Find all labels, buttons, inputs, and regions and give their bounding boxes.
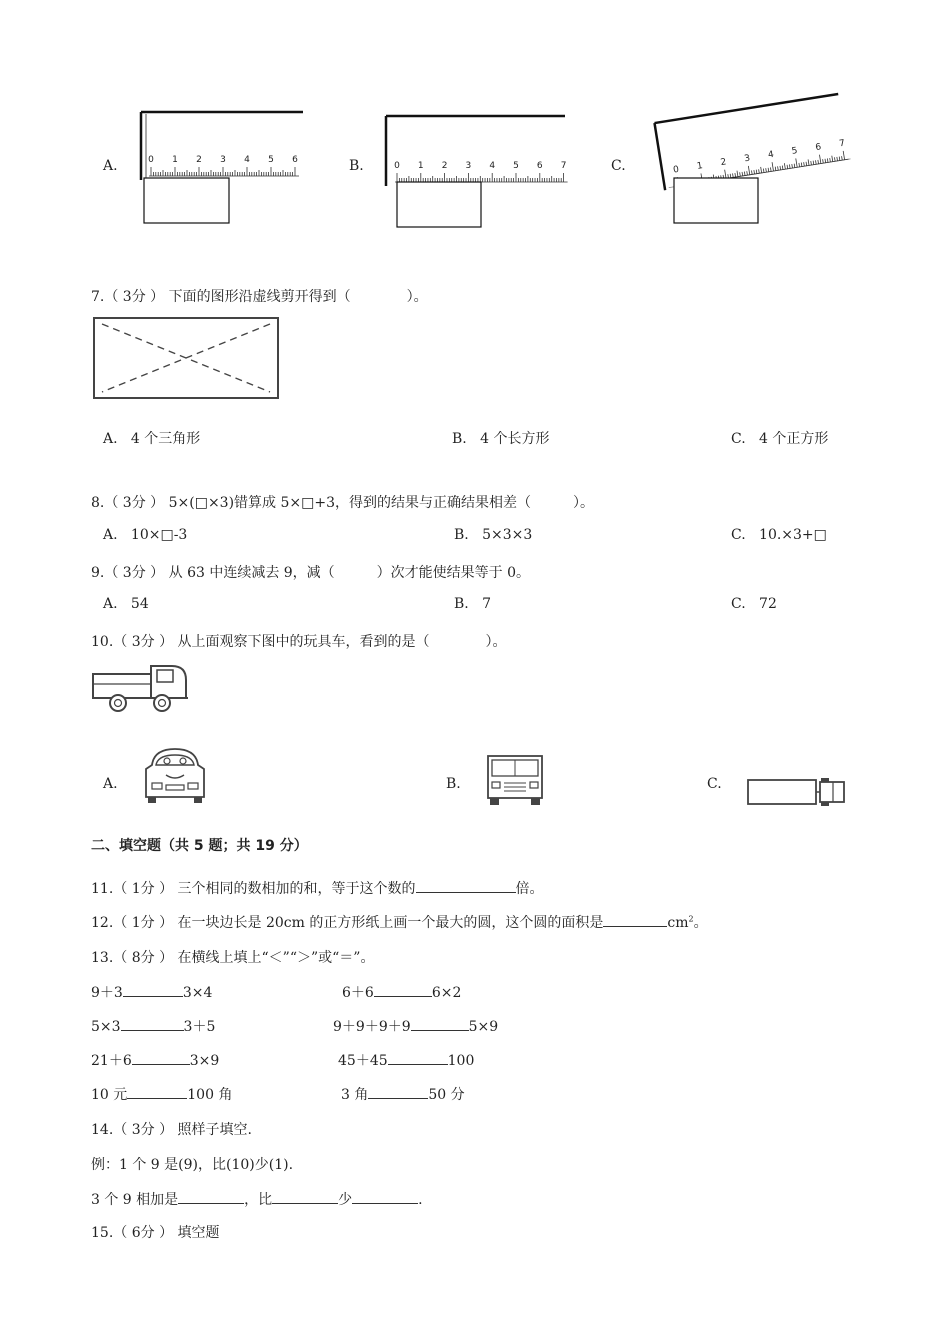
ruler-tick bbox=[770, 167, 771, 171]
ruler-tick bbox=[740, 172, 741, 176]
q11-line bbox=[91, 878, 544, 898]
q13-expr-left: 3 角 bbox=[341, 1087, 369, 1103]
q13-expr-left: 9＋3 bbox=[91, 985, 123, 1001]
ruler-tick bbox=[832, 156, 833, 162]
ruler-tick-label: 6 bbox=[814, 142, 823, 154]
q13-row3-right bbox=[338, 1050, 474, 1070]
q14-line-c: 少 bbox=[338, 1192, 353, 1208]
q13-expr-left: 6＋6 bbox=[342, 985, 374, 1001]
ruler-tick-label: 3 bbox=[465, 161, 472, 171]
q7-rectangle-dashed-diagonals-figure bbox=[92, 316, 282, 400]
ruler-tick-label: 4 bbox=[489, 161, 496, 171]
q8-stem: 8.（ 3分 ） 5×(□×3)错算成 5×□+3，得到的结果与正确结果相差（ ）。 bbox=[91, 495, 594, 511]
q13-expr-left: 45＋45 bbox=[338, 1053, 388, 1069]
ruler-tick-label: 6 bbox=[536, 161, 543, 171]
ruler-tick bbox=[756, 170, 757, 174]
q11-stem: 11.（ 1分 ） 三个相同的数相加的和，等于这个数的 bbox=[91, 881, 416, 897]
q12-stem: 12.（ 1分 ） 在一块边长是 20cm 的正方形纸上画一个最大的圆，这个圆的面积是 bbox=[91, 915, 604, 931]
q7-option-a-text: 4 个三角形 bbox=[130, 431, 201, 447]
ruler-tick-label: 1 bbox=[696, 161, 704, 172]
q13-answer-blank[interactable] bbox=[132, 1050, 190, 1065]
q13-answer-blank[interactable] bbox=[123, 982, 183, 997]
ruler-tick-label: 1 bbox=[172, 155, 178, 165]
q13-row2-left bbox=[91, 1016, 215, 1036]
q9-option-b-label: B. bbox=[454, 596, 469, 612]
q7-option-b-text: 4 个长方形 bbox=[480, 431, 550, 447]
q7-option-a-label: A. bbox=[103, 431, 118, 447]
q13-answer-blank[interactable] bbox=[374, 982, 432, 997]
ruler-tick bbox=[796, 158, 797, 167]
q11-answer-blank[interactable] bbox=[416, 878, 516, 893]
ruler-tick bbox=[747, 171, 748, 175]
ruler-tick-label: 4 bbox=[244, 155, 250, 165]
q12-line bbox=[91, 912, 708, 932]
q13-row1-left bbox=[91, 982, 212, 1002]
q7-stem: 7.（ 3分 ） 下面的图形沿虚线剪开得到（ ）。 bbox=[91, 289, 428, 305]
q8-option-c[interactable] bbox=[731, 527, 827, 543]
ruler-tick bbox=[766, 168, 767, 172]
ruler-tick bbox=[763, 169, 764, 173]
q8-option-a-label: A. bbox=[103, 527, 118, 543]
q6-option-b-label[interactable]: B. bbox=[349, 158, 364, 174]
ruler-tick bbox=[813, 161, 814, 165]
ruler-tick bbox=[811, 161, 812, 165]
q10-toy-truck-side-view-icon bbox=[90, 660, 192, 715]
ruler-tick-label: 0 bbox=[672, 164, 680, 176]
ruler-tick bbox=[780, 166, 781, 170]
ruler-tick-label: 0 bbox=[148, 155, 154, 165]
q10-option-a-label[interactable]: A. bbox=[103, 776, 118, 792]
ruler-tick bbox=[827, 158, 828, 162]
ruler-tick bbox=[744, 172, 745, 176]
q8-option-b[interactable] bbox=[454, 527, 532, 543]
q9-option-a[interactable] bbox=[103, 596, 149, 612]
q13-expr-right: 5×9 bbox=[468, 1019, 499, 1035]
q9-option-a-label: A. bbox=[103, 596, 118, 612]
ruler-tick bbox=[792, 164, 793, 168]
q13-row2-right bbox=[333, 1016, 498, 1036]
ruler-tick bbox=[730, 174, 731, 178]
q13-expr-right: 100 角 bbox=[187, 1087, 233, 1103]
q6-option-a-label[interactable]: A. bbox=[103, 158, 118, 174]
ruler-tick bbox=[787, 165, 788, 169]
q7-option-c[interactable] bbox=[731, 428, 828, 448]
q13-expr-right: 6×2 bbox=[431, 985, 462, 1001]
ruler-tick bbox=[794, 164, 795, 168]
ruler-tick bbox=[842, 156, 843, 160]
ruler-tick bbox=[818, 160, 819, 164]
ruler-tick bbox=[782, 166, 783, 170]
q8-option-c-text: 10.×3+□ bbox=[759, 527, 827, 543]
ruler-tick-label: 2 bbox=[196, 155, 202, 165]
ruler-tick bbox=[808, 159, 809, 165]
ruler-tick-label: 5 bbox=[268, 155, 274, 165]
ruler-tick-label: 4 bbox=[767, 149, 775, 161]
q10-option-c-truck-top-icon bbox=[745, 776, 848, 808]
q9-stem: 9.（ 3分 ） 从 63 中连续减去 9，减（ ）次才能使结果等于 0。 bbox=[91, 565, 531, 581]
q8-option-b-text: 5×3×3 bbox=[482, 527, 533, 543]
ruler-tick-label: 2 bbox=[441, 161, 448, 171]
q13-answer-blank[interactable] bbox=[121, 1016, 184, 1031]
q8-option-a[interactable] bbox=[103, 527, 187, 543]
ruler-tick bbox=[825, 159, 826, 163]
q13-expr-right: 3×9 bbox=[189, 1053, 220, 1069]
ruler-tick bbox=[761, 167, 762, 173]
q7-option-b-label: B. bbox=[452, 431, 467, 447]
ruler-tick-label: 5 bbox=[513, 161, 519, 171]
ruler-tick bbox=[830, 158, 831, 162]
q14-example: 例：1 个 9 是(9)，比(10)少(1). bbox=[91, 1157, 294, 1173]
q13-expr-right: 3×4 bbox=[182, 985, 213, 1001]
ruler-tick-label: 3 bbox=[743, 153, 751, 165]
ruler-tick bbox=[834, 157, 835, 161]
q7-option-c-label: C. bbox=[731, 431, 746, 447]
ruler-tick bbox=[823, 159, 824, 163]
q13-expr-left: 21＋6 bbox=[91, 1053, 132, 1069]
ruler-tick bbox=[737, 171, 738, 177]
q6-ruler-b-figure bbox=[383, 112, 568, 232]
ruler-tick bbox=[799, 163, 800, 167]
q9-option-a-text: 54 bbox=[130, 596, 149, 612]
q6-option-c-label[interactable]: C. bbox=[611, 158, 626, 174]
q14-answer-blank-2[interactable] bbox=[272, 1189, 338, 1204]
q14-answer-blank-3[interactable] bbox=[352, 1189, 418, 1204]
ruler-tick bbox=[816, 160, 817, 164]
q12-unit: cm bbox=[667, 915, 689, 931]
ruler-tick-label: 3 bbox=[220, 155, 226, 165]
q7-option-c-text: 4 个正方形 bbox=[759, 431, 829, 447]
q12-suffix: 。 bbox=[693, 915, 708, 931]
ruler-tick bbox=[768, 168, 769, 172]
q10-option-a-car-front-icon bbox=[140, 745, 210, 805]
q10-stem: 10.（ 3分 ） 从上面观察下图中的玩具车，看到的是（ ）。 bbox=[91, 634, 507, 650]
q14-stem: 14.（ 3分 ） 照样子填空. bbox=[91, 1122, 252, 1138]
q13-answer-blank[interactable] bbox=[388, 1050, 448, 1065]
q12-answer-blank[interactable] bbox=[603, 912, 667, 927]
section-2-title: 二、填空题（共 5 题；共 19 分） bbox=[91, 838, 308, 854]
q13-row3-left bbox=[91, 1050, 219, 1070]
ruler-tick bbox=[784, 163, 785, 169]
q8-option-c-label: C. bbox=[731, 527, 746, 543]
ruler-tick-label: 6 bbox=[292, 155, 298, 165]
q13-answer-blank[interactable] bbox=[411, 1016, 469, 1031]
ruler-tick bbox=[725, 170, 726, 179]
q9-option-c-text: 72 bbox=[759, 596, 777, 612]
q14-fill-line bbox=[91, 1189, 423, 1209]
ruler-tick bbox=[775, 167, 776, 171]
q10-option-b-truck-front-icon bbox=[484, 753, 546, 807]
q13-expr-right: 50 分 bbox=[428, 1087, 465, 1103]
q14-answer-blank-1[interactable] bbox=[178, 1189, 244, 1204]
q10-option-b-label[interactable]: B. bbox=[446, 776, 461, 792]
ruler-tick bbox=[742, 172, 743, 176]
q13-answer-blank[interactable] bbox=[368, 1084, 428, 1099]
q13-expr-right: 100 bbox=[447, 1053, 475, 1069]
ruler-tick bbox=[752, 170, 753, 174]
ruler-tick bbox=[748, 166, 749, 175]
q13-answer-blank[interactable] bbox=[127, 1084, 187, 1099]
ruler-tick-label: 1 bbox=[417, 161, 424, 171]
q13-expr-left: 5×3 bbox=[91, 1019, 121, 1035]
q9-option-c-label: C. bbox=[731, 596, 746, 612]
ruler-tick bbox=[806, 162, 807, 166]
q14-line-d: . bbox=[418, 1192, 423, 1208]
q14-line-a: 3 个 9 相加是 bbox=[91, 1192, 179, 1208]
ruler-tick-label: 7 bbox=[838, 138, 846, 150]
ruler-tick bbox=[837, 157, 838, 161]
ruler-tick bbox=[801, 163, 802, 167]
q13-row4-left bbox=[91, 1084, 232, 1104]
q13-expr-left: 9＋9＋9＋9 bbox=[333, 1019, 411, 1035]
q13-stem: 13.（ 8分 ） 在横线上填上“＜”“＞”或“＝”。 bbox=[91, 950, 375, 966]
ruler-tick bbox=[759, 169, 760, 173]
q8-option-a-text: 10×□-3 bbox=[130, 527, 188, 543]
ruler-tick-label: 2 bbox=[719, 157, 728, 169]
ruler-tick bbox=[778, 166, 779, 170]
q13-expr-right: 3＋5 bbox=[183, 1019, 216, 1035]
q8-option-b-label: B. bbox=[454, 527, 469, 543]
q13-expr-left: 10 元 bbox=[91, 1087, 128, 1103]
q15-stem: 15.（ 6分 ） 填空题 bbox=[91, 1225, 220, 1241]
ruler-tick bbox=[735, 173, 736, 177]
ruler-tick-label: 0 bbox=[394, 161, 400, 171]
q9-option-b-text: 7 bbox=[482, 596, 492, 612]
q9-option-c[interactable] bbox=[731, 596, 777, 612]
ruler-tick bbox=[772, 162, 773, 171]
ruler-tick bbox=[754, 170, 755, 174]
q6-ruler-c-figure bbox=[652, 92, 852, 227]
ruler-tick bbox=[804, 162, 805, 166]
ruler-tick-label: 7 bbox=[560, 161, 567, 171]
q13-row1-right bbox=[342, 982, 461, 1002]
q9-option-b[interactable] bbox=[454, 596, 491, 612]
ruler-tick-label: 5 bbox=[791, 146, 799, 157]
q14-line-b: ，比 bbox=[244, 1192, 273, 1208]
q10-option-c-label[interactable]: C. bbox=[707, 776, 722, 792]
q12-unit-exponent: 2 bbox=[688, 914, 694, 924]
q7-option-a[interactable] bbox=[103, 428, 200, 448]
q11-suffix: 倍。 bbox=[515, 881, 544, 897]
ruler-tick bbox=[733, 173, 734, 177]
ruler-tick bbox=[789, 164, 790, 168]
q7-option-b[interactable] bbox=[452, 428, 549, 448]
ruler-tick bbox=[819, 155, 820, 164]
ruler-tick bbox=[843, 151, 844, 160]
ruler-tick bbox=[839, 157, 840, 161]
q13-row4-right bbox=[341, 1084, 465, 1104]
q6-ruler-a-figure bbox=[138, 108, 308, 228]
